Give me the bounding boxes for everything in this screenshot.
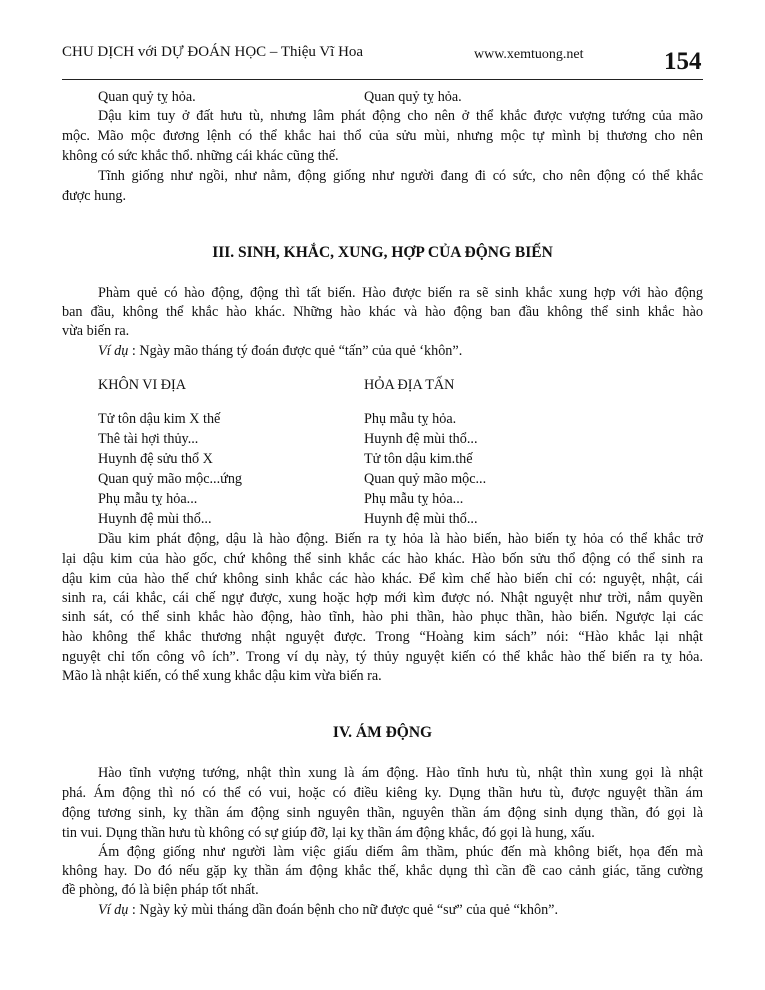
example-line [98,901,703,919]
section-heading-3: III. SINH, KHẮC, XUNG, HỢP CỦA ĐỘNG BIẾN [212,244,553,261]
page-number: 154 [664,48,702,75]
header-url[interactable]: www.xemtuong.net [474,47,584,62]
top-pair-left: Quan quỷ tỵ hỏa. [98,89,196,105]
hexagram-right-line: Phụ mẫu tỵ hỏa... [364,491,464,507]
paragraph-line: Mão là nhật kiến, có thể xung khắc dậu kim vừa biến ra. [62,668,382,684]
hexagram-left-line: Phụ mẫu tỵ hỏa... [98,491,198,507]
hexagram-left-line: Huynh đệ mùi thổ... [98,511,212,527]
paragraph-line: phá. Ám động thì nó có thể có vui, hoặc có điều kiêng ky. Dụng thần hưu tù, được nguyệt thần ám [62,785,703,801]
example-label: Ví dụ [98,902,129,918]
paragraph-line: Dậu kim tuy ở đất hưu tù, nhưng lâm phát động cho nên ở thể khắc được vượng tướng của mão [98,108,703,124]
header-rule [62,79,703,80]
paragraph-line: sinh ra, cái khắc, cái chế ngự được, xung hoặc hợp mới kìm được nó. Nhật nguyệt như trời, nắm quyền [62,590,703,606]
paragraph-line: mộc. Mão mộc đương lệnh có thể khắc hai thổ của sửu mùi, nhưng mộc tự mình bị thương cho nên [62,128,703,144]
hexagram-right-line: Huynh đệ mùi thổ... [364,511,478,527]
paragraph-line: Tĩnh giống như ngồi, như nằm, động giống như người đang đi có sức, cho nên động có thể khắc [98,168,703,184]
example-line [98,342,703,360]
paragraph-line: Dầu kim phát động, dậu là hào động. Biến ra tỵ hỏa là hào biến, hào biến tỵ hỏa có thể khắc trở [98,531,703,547]
paragraph-line: lại dậu kim của hào gốc, chứ không thể sinh khắc các hào khác. Hào bốn sửu thổ động có thể sinh ra [62,551,703,567]
hexagram-left-line: Huynh đệ sửu thổ X [98,451,213,467]
paragraph-line: tin vui. Dụng thần hưu tù không có sự giúp đỡ, lại kỵ thần ám động khắc, đó gọi là hung, xấu. [62,825,595,841]
paragraph-line: không hay. Do đó nếu gặp kỵ thần ám động khắc thế, khắc dụng thì cần đề cao cảnh giác, tăng cường [62,863,703,879]
paragraph-line: đề phòng, đó là biện pháp tốt nhất. [62,882,259,898]
hexagram-right-line: Huynh đệ mùi thổ... [364,431,478,447]
hexagram-right-line: Tử tôn dậu kim.thế [364,451,473,467]
top-pair-right: Quan quỷ tỵ hỏa. [364,89,462,105]
paragraph-line: nguyệt chỉ tốn công vô ích”. Trong ví dụ này, tý thủy nguyệt kiến có thể khắc hào thế biến ra tỵ hỏa. [62,649,703,665]
paragraph-line: ban đầu, không thể khắc hào khác. Những hào khác và hào động ban đầu không thể sinh khắc hào [62,304,703,320]
paragraph-line: sinh sát, có thể sinh khắc hào động, hào tĩnh, hào phi thần, hào phục thần, hào biến. Ngược lại các [62,609,703,625]
paragraph-line: Phàm quẻ có hào động, động thì tất biến. Hào được biến ra sẽ sinh khắc xung hợp với hào động [98,285,703,301]
running-header-title: CHU DỊCH với DỰ ĐOÁN HỌC – Thiệu Vĩ Hoa [62,44,364,60]
paragraph-line: không có sức khắc thổ. những cái khác cũng thế. [62,148,339,164]
paragraph-line: Ám động giống như người làm việc giấu diếm âm thầm, phúc đến mà không biết, họa đến mà [98,844,703,860]
hexagram-left-line: Tử tôn dậu kim X thế [98,411,221,427]
paragraph-line: động tương sinh, kỵ thần ám động sinh nguyên thần, nguyên thần ám động sinh dụng thần, đó gọi là [62,805,703,821]
hexagram-left-line: Thê tài hợi thủy... [98,431,199,447]
hexagram-left-line: Quan quỷ mão mộc...ứng [98,471,243,487]
paragraph-line: được hung. [62,188,127,204]
example-label: Ví dụ [98,343,129,359]
hexagram-right-title: HỎA ĐỊA TẤN [364,377,455,393]
paragraph-line: dậu kim của hào thế chứ không sinh khắc các hào khác. Để kìm chế hào biến chỉ có: nguyệt, nhật, cái [62,571,703,587]
paragraph-line: hào không thể khắc thương nhật nguyệt được. Trong “Hoàng kim sách” nói: “Hào khắc lại nhật [62,629,703,645]
section-heading-4: IV. ÁM ĐỘNG [332,724,433,741]
example-text: : Ngày kỷ mùi tháng dần đoán bệnh cho nữ được quẻ “sư” của quẻ “khôn”. [128,902,559,918]
paragraph-line: vừa biến ra. [62,323,130,339]
paragraph-line: Hào tĩnh vượng tướng, nhật thìn xung là ám động. Hào tĩnh hưu tù, nhật thìn xung gọi là nhật [98,765,703,781]
hexagram-right-line: Quan quỷ mão mộc... [364,471,487,487]
hexagram-right-line: Phụ mẫu tỵ hỏa. [364,411,457,427]
hexagram-left-title: KHÔN VI ĐỊA [98,377,187,393]
example-text: : Ngày mão tháng tý đoán được quẻ “tấn” của quẻ ‘khôn”. [128,343,463,359]
